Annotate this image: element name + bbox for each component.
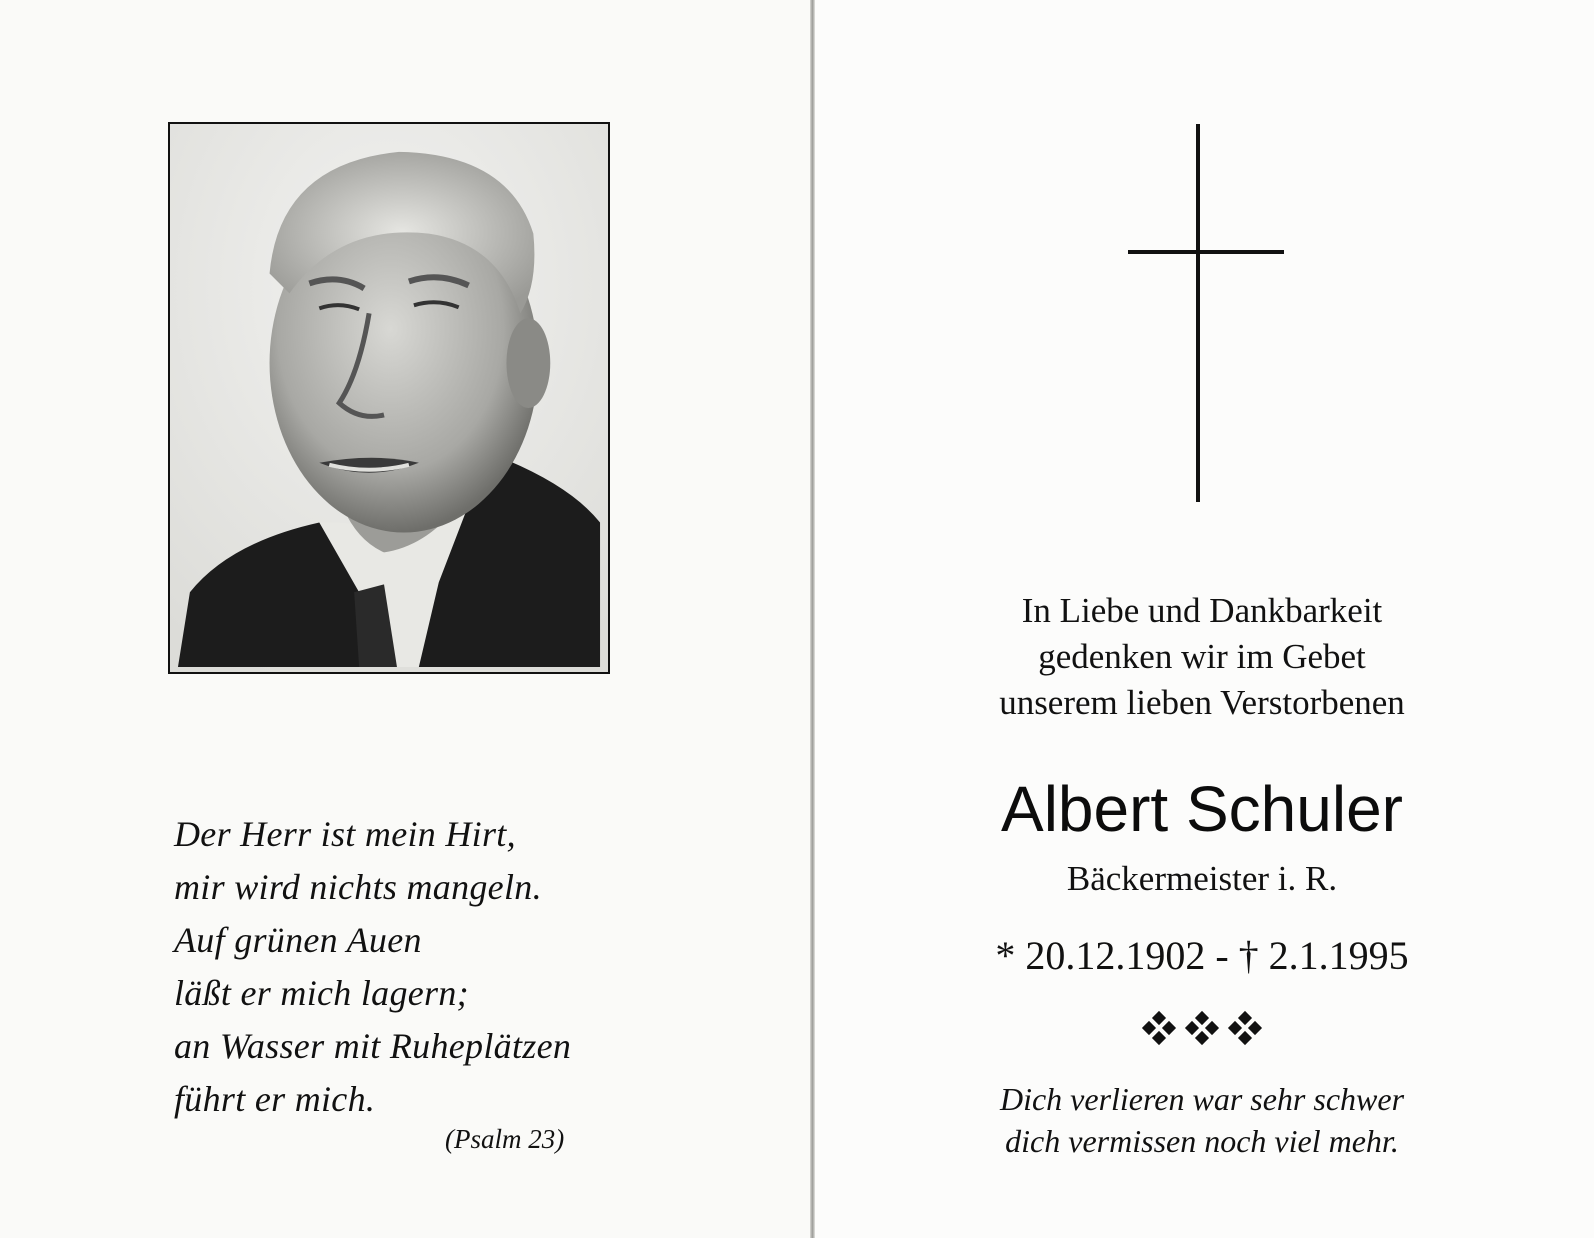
intro-text	[912, 588, 1492, 726]
psalm-reference: (Psalm 23)	[445, 1124, 565, 1154]
closing-line: Dich verlieren war sehr schwer	[999, 1081, 1405, 1117]
intro-line: In Liebe und Dankbarkeit	[1021, 591, 1383, 630]
deceased-name: Albert Schuler	[1001, 773, 1403, 845]
psalm-line: mir wird nichts mangeln.	[174, 867, 542, 907]
psalm-verse	[174, 808, 654, 1126]
intro-line: gedenken wir im Gebet	[1038, 637, 1366, 676]
closing-verse	[912, 1078, 1492, 1162]
closing-line: dich vermissen noch viel mehr.	[1005, 1123, 1399, 1159]
portrait-photo-icon	[170, 124, 608, 672]
psalm-line: führt er mich.	[174, 1079, 376, 1119]
psalm-line: läßt er mich lagern;	[174, 973, 469, 1013]
psalm-line: Auf grünen Auen	[174, 920, 422, 960]
diamond-ornament-icon	[912, 1006, 1492, 1052]
psalm-line: Der Herr ist mein Hirt,	[174, 814, 516, 854]
life-dates: * 20.12.1902 - † 2.1.1995	[995, 933, 1409, 978]
deceased-title: Bäckermeister i. R.	[1066, 859, 1338, 898]
psalm-line: an Wasser mit Ruheplätzen	[174, 1026, 572, 1066]
intro-line: unserem lieben Verstorbenen	[999, 683, 1405, 722]
latin-cross-icon	[1126, 124, 1286, 504]
portrait-photo	[168, 122, 610, 674]
